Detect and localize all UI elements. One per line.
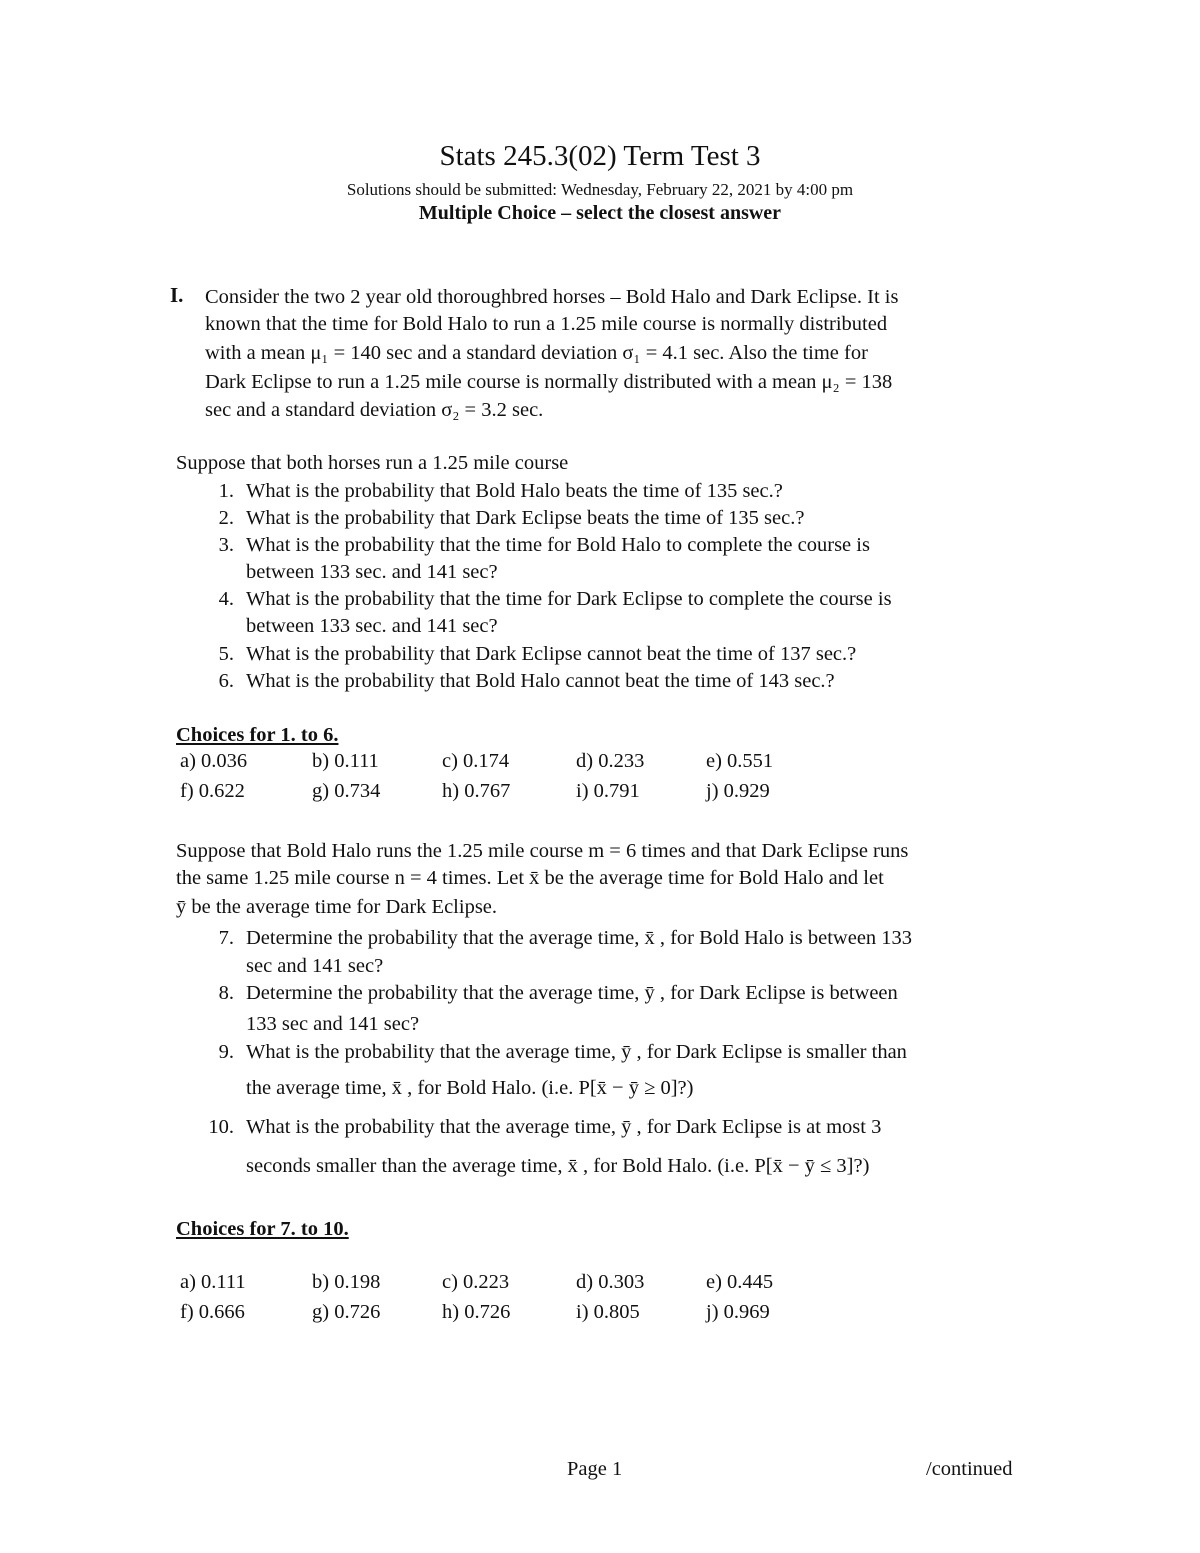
choices-heading-7-10: Choices for 7. to 10. (176, 1218, 349, 1240)
choice-option: f) 0.666 (180, 1301, 245, 1323)
question-text: What is the probability that the time for Bold Halo to complete the course is (246, 534, 870, 556)
question-2 (200, 505, 804, 531)
question-number: 8. (218, 982, 234, 1004)
question-10-cont: seconds smaller than the average time, x̄ , for Bold Halo. (i.e. P[x̄ − ȳ ≤ 3]?) (246, 1155, 870, 1177)
choice-option: e) 0.551 (706, 750, 774, 772)
question-8 (200, 980, 898, 1006)
question-number: 4. (218, 588, 234, 610)
question-text: What is the probability that Bold Halo beats the time of 135 sec.? (246, 480, 783, 502)
question-7 (200, 925, 912, 951)
question-text: What is the probability that Bold Halo cannot beat the time of 143 sec.? (246, 670, 835, 692)
question-text: What is the probability that Dark Eclipse beats the time of 135 sec.? (246, 507, 805, 529)
question-text: What is the probability that the time for Dark Eclipse to complete the course is (246, 588, 892, 610)
choice-option: h) 0.767 (442, 780, 511, 802)
question-5 (200, 641, 856, 667)
question-6 (200, 668, 835, 694)
page-number: Page 1 (567, 1458, 623, 1480)
choice-option: b) 0.198 (312, 1271, 381, 1293)
choice-option: j) 0.969 (706, 1301, 770, 1323)
question-number: 10. (208, 1116, 234, 1138)
question-text: What is the probability that the average time, ȳ , for Dark Eclipse is smaller than (246, 1041, 907, 1063)
question-9-cont: the average time, x̄ , for Bold Halo. (i.e. P[x̄ − ȳ ≥ 0]?) (246, 1077, 694, 1099)
intro-line: sec and a standard deviation σ₂ = 3.2 sec. (205, 399, 544, 421)
choice-option: j) 0.929 (706, 780, 770, 802)
choice-option: f) 0.622 (180, 780, 245, 802)
choice-option: b) 0.111 (312, 750, 379, 772)
question-number: 2. (218, 507, 234, 529)
choices-heading-1-6: Choices for 1. to 6. (176, 724, 339, 746)
question-4 (200, 586, 892, 612)
part1-lead: Suppose that both horses run a 1.25 mile course (176, 452, 569, 474)
intro-line: Consider the two 2 year old thoroughbred horses – Bold Halo and Dark Eclipse. It is (205, 286, 899, 308)
choice-option: d) 0.303 (576, 1271, 645, 1293)
question-text: Determine the probability that the average time, ȳ , for Dark Eclipse is between (246, 982, 898, 1004)
part2-lead: Suppose that Bold Halo runs the 1.25 mile course m = 6 times and that Dark Eclipse runs (176, 840, 909, 862)
choice-option: g) 0.726 (312, 1301, 381, 1323)
choice-option: a) 0.036 (180, 750, 248, 772)
question-7-cont: sec and 141 sec? (246, 955, 384, 977)
question-4-cont: between 133 sec. and 141 sec? (246, 615, 498, 637)
question-3 (200, 532, 870, 558)
page-title: Stats 245.3(02) Term Test 3 (439, 140, 761, 172)
choice-option: g) 0.734 (312, 780, 381, 802)
part2-lead: ȳ be the average time for Dark Eclipse. (176, 896, 498, 918)
part2-lead: the same 1.25 mile course n = 4 times. Let x̄ be the average time for Bold Halo and let (176, 867, 884, 889)
question-number: 5. (218, 643, 234, 665)
choice-option: h) 0.726 (442, 1301, 511, 1323)
question-text: What is the probability that the average time, ȳ , for Dark Eclipse is at most 3 (246, 1116, 882, 1138)
question-8-cont: 133 sec and 141 sec? (246, 1013, 420, 1035)
intro-line: Dark Eclipse to run a 1.25 mile course is normally distributed with a mean μ₂ = 138 (205, 371, 893, 393)
question-10 (200, 1114, 881, 1140)
intro-line: with a mean μ₁ = 140 sec and a standard deviation σ₁ = 4.1 sec. Also the time for (205, 342, 868, 364)
question-number: 3. (218, 534, 234, 556)
choice-option: a) 0.111 (180, 1271, 246, 1293)
choice-option: c) 0.223 (442, 1271, 510, 1293)
question-1 (200, 478, 783, 504)
choice-option: d) 0.233 (576, 750, 645, 772)
choice-option: i) 0.805 (576, 1301, 640, 1323)
section-label: I. (170, 283, 184, 307)
question-3-cont: between 133 sec. and 141 sec? (246, 561, 498, 583)
submission-note: Solutions should be submitted: Wednesday, February 22, 2021 by 4:00 pm (346, 180, 854, 199)
question-9 (200, 1039, 907, 1065)
intro-line: known that the time for Bold Halo to run a 1.25 mile course is normally distributed (205, 313, 888, 335)
question-number: 7. (218, 927, 234, 949)
choice-option: c) 0.174 (442, 750, 510, 772)
choice-option: e) 0.445 (706, 1271, 774, 1293)
question-text: Determine the probability that the average time, x̄ , for Bold Halo is between 133 (246, 927, 913, 949)
question-number: 1. (218, 480, 234, 502)
question-number: 9. (218, 1041, 234, 1063)
question-number: 6. (218, 670, 234, 692)
continued-note: /continued (926, 1458, 1013, 1480)
instructions-heading: Multiple Choice – select the closest answer (418, 202, 782, 224)
choice-option: i) 0.791 (576, 780, 640, 802)
question-text: What is the probability that Dark Eclipse cannot beat the time of 137 sec.? (246, 643, 857, 665)
